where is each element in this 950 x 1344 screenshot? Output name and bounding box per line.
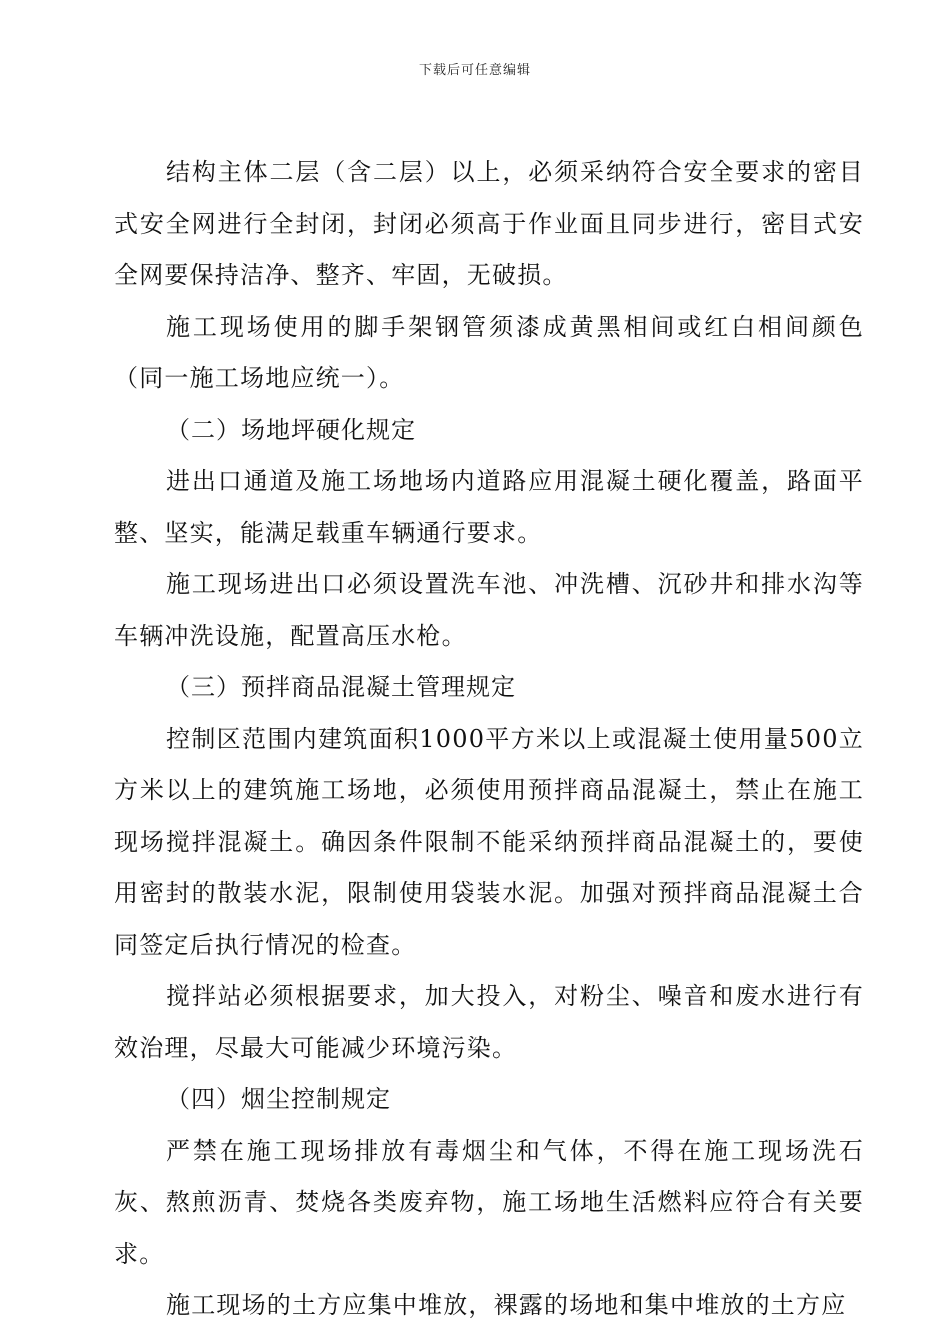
paragraph-safety-net: 结构主体二层（含二层）以上，必须采纳符合安全要求的密目式安全网进行全封闭，封闭必须高于作业面且同步进行，密目式安全网要保持洁净、整齐、牢固，无破损。 [114,158,864,289]
section-heading-site-hardening: （二）场地坪硬化规定 [166,415,416,444]
document-body [114,147,864,1332]
paragraph-road-hardening: 进出口通道及施工场地场内道路应用混凝土硬化覆盖，路面平整、坚实，能满足载重车辆通行要求。 [114,467,864,547]
paragraph-earthwork: 施工现场的土方应集中堆放，裸露的场地和集中堆放的土方应 [166,1291,847,1319]
paragraph-toxic-smoke: 严禁在施工现场排放有毒烟尘和气体，不得在施工现场洗石灰、熬煎沥青、焚烧各类废弃物，施工场地生活燃料应符合有关要求。 [114,1136,864,1268]
paragraph-vehicle-washing: 施工现场进出口必须设置洗车池、冲洗槽、沉砂井和排水沟等车辆冲洗设施，配置高压水枪。 [114,570,864,650]
section-heading-concrete: （三）预拌商品混凝土管理规定 [166,673,516,701]
page-header: 下载后可任意编辑 [418,63,531,78]
paragraph-mixing-station: 搅拌站必须根据要求，加大投入，对粉尘、噪音和废水进行有效治理，尽最大可能减少环境污染。 [114,982,864,1062]
paragraph-ready-mix-concrete: 控制区范围内建筑面积1000平方米以上或混凝土使用量500立方米以上的建筑施工场地，必须使用预拌商品混凝土，禁止在施工现场搅拌混凝土。确因条件限制不能采纳预拌商品混凝土的，要使用密封的散装水泥，限制使用袋装水泥。加强对预拌商品混凝土合同签定后执行情况的检查。 [114,724,864,959]
section-heading-smoke-control: （四）烟尘控制规定 [166,1085,391,1113]
paragraph-scaffold-color: 施工现场使用的脚手架钢管须漆成黄黑相间或红白相间颜色（同一施工场地应统一）。 [114,312,864,392]
